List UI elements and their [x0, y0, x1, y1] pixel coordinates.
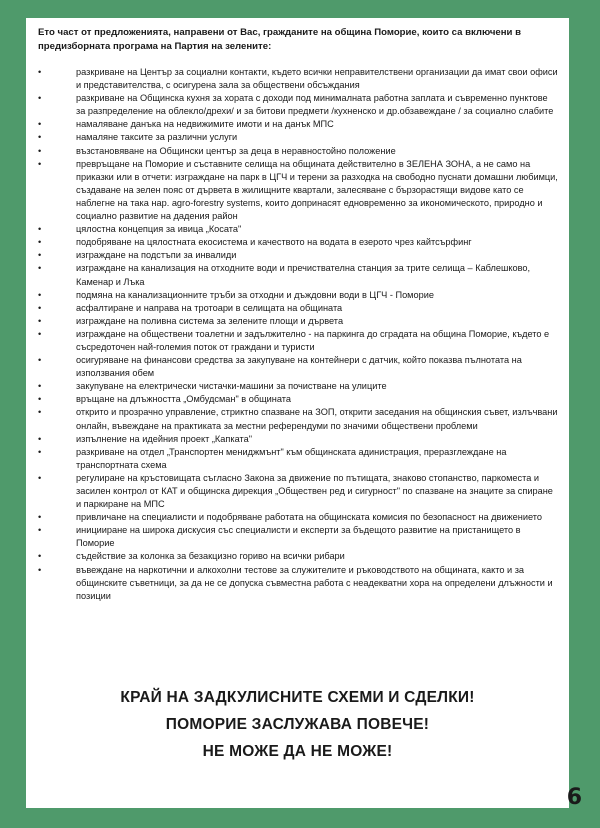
list-item: [38, 446, 559, 472]
bullet-icon: •: [38, 355, 42, 366]
bullet-icon: •: [38, 289, 42, 300]
list-item-text: асфалтиране и направа на тротоари в селищата на общината: [76, 302, 343, 313]
bullet-icon: •: [38, 158, 42, 169]
list-item: [38, 131, 559, 144]
bullet-icon: •: [38, 263, 42, 274]
list-item: [38, 223, 559, 236]
slogan-block: [26, 684, 569, 765]
bullet-icon: •: [38, 394, 42, 405]
bullet-icon: •: [38, 250, 42, 261]
list-item-text: изграждане на поливна система за зелените площи и дърветa: [76, 315, 344, 326]
list-item: [38, 354, 559, 380]
list-item: [38, 380, 559, 393]
list-item: [38, 236, 559, 249]
list-item-text: подобряване на цялостната екосистема и качеството на водата в езерото чрез кайтсърфинг: [76, 237, 472, 248]
list-item-text: изграждане на подстъпи за инвалиди: [76, 250, 237, 261]
list-item: [38, 262, 559, 288]
list-item-text: намаляване данъка на недвижимите имоти и на данък МПС: [76, 119, 334, 130]
list-item-text: цялостна концепция за ивица „Косата": [76, 224, 242, 235]
list-item-text: привличане на специалисти и подобряване работата на общинската комисия по безопасност на движението: [76, 512, 543, 523]
list-item: [38, 406, 559, 432]
list-item-text: изпълнение на идейния проект „Капката": [76, 433, 252, 444]
list-item-text: въвеждане на наркотични и алкохолни тестове за служителите и ръководството на общината, както и за общинските съветници, за да не се допуска съвместна работа с неадекватни хора на определени длъжности и позиции: [76, 564, 553, 601]
list-item-text: разкриване на отдел „Транспортен мениджмънт" към общинската адинистрация, преразглеждане на транспортната схема: [76, 446, 507, 470]
list-item: [38, 550, 559, 563]
bullet-icon: •: [38, 564, 42, 575]
list-item-text: регулиране на кръстовищата съгласно Закона за движение по пътищата, знаково стопанство, паркоместа и засилен контрол от КАТ и общинска дирекция „Обществен ред и сигурност" по спазване на знаците за спиране и паркиране на МПС: [76, 472, 553, 510]
list-item-text: намаляне таксите за различни услуги: [76, 132, 238, 143]
list-item: [38, 92, 559, 118]
bullet-icon: •: [38, 119, 42, 130]
list-item: [38, 249, 559, 262]
list-item-text: осигуряване на финансови средства за закупуване на контейнери с датчик, който показва пълнотата на използвания обем: [76, 355, 522, 379]
bullet-icon: •: [38, 302, 42, 313]
list-item: [38, 511, 559, 524]
list-item: [38, 289, 559, 302]
list-item-text: закупуване на електрически чистачки-машини за почистване на улиците: [76, 381, 387, 392]
bullet-icon: •: [38, 132, 42, 143]
list-item: [38, 524, 559, 550]
list-item-text: изграждане на обществени тоалетни и задължително - на паркинга до сградата на община Поморие, където е съсредоточен най-големия поток от граждани и туристи: [76, 328, 550, 352]
list-item-text: подмяна на канализационните тръби за отходни и дъждовни води в ЦГЧ - Поморие: [76, 289, 434, 300]
bullet-icon: •: [38, 446, 42, 457]
bullet-icon: •: [38, 512, 42, 523]
list-item: [38, 328, 559, 354]
list-item-text: разкриване на Център за социални контакти, където всички неправителствени организации да имат свои офиси и представителства, с осигурена зала за обществени обсъждания: [76, 67, 558, 91]
list-item-text: иницииране на широка дискусия със специалисти и експерти за бъдещото развитие на пристанището в Поморие: [76, 525, 521, 549]
list-item: [38, 302, 559, 315]
list-item: [38, 145, 559, 158]
bullet-icon: •: [38, 407, 42, 418]
list-item-text: разкриване на Общинска кухня за хората с доходи под минималната работна заплата и съвременно пунктове за разпределение на облекло/дрехи/ и за битови предмети /кухненско и др.обзавеждане / за социално слабите: [76, 93, 554, 117]
bullet-icon: •: [38, 328, 42, 339]
list-item-text: съдействие за колонка за безакцизно гориво на всички рибари: [76, 551, 345, 562]
bullet-icon: •: [38, 315, 42, 326]
bullet-icon: •: [38, 237, 42, 248]
page-number: 6: [566, 785, 582, 810]
list-item-text: връщане на длъжността „Омбудсман" в общината: [76, 394, 291, 405]
proposal-list: [38, 66, 559, 603]
list-item: [38, 433, 559, 446]
list-item-text: открито и прозрачно управление, стриктно спазване на ЗОП, открити заседания на общинския съвет, излъчвани онлайн, въвеждане на практиката за местни референдуми по значими обществени проблеми: [76, 407, 558, 431]
slogan-line-2: ПОМОРИЕ ЗАСЛУЖАВА ПОВЕЧЕ!: [165, 716, 430, 733]
bullet-icon: •: [38, 551, 42, 562]
list-item: [38, 118, 559, 131]
list-item: [38, 315, 559, 328]
list-item-text: възстановяване на Общински център за деца в неравностойно положение: [76, 145, 396, 156]
bullet-icon: •: [38, 433, 42, 444]
list-item: [38, 393, 559, 406]
slogan-line-1: КРАЙ НА ЗАДКУЛИСНИТЕ СХЕМИ И СДЕЛКИ!: [120, 689, 475, 706]
list-item: [38, 564, 559, 603]
bullet-icon: •: [38, 472, 42, 483]
bullet-icon: •: [38, 224, 42, 235]
list-item-text: изграждане на канализация на отходните води и пречиствателна станция за трите селища – Каблешково, Каменар и Лъка: [76, 263, 531, 287]
bullet-icon: •: [38, 67, 42, 77]
list-item: [38, 66, 559, 92]
bullet-icon: •: [38, 93, 42, 104]
bullet-icon: •: [38, 145, 42, 156]
list-item: [38, 472, 559, 511]
bullet-icon: •: [38, 525, 42, 536]
list-item-text: превръщане на Поморие и съставните селища на общината действително в ЗЕЛЕНА ЗОНА, а не само на приказки или в отчети: изграждане на парк в ЦГЧ и терени за разходка на свободно пуснати домашни любимци, създаване на зелен пояс от дървета в жилищните квартали, залесяване с бързорастящи видове като се наблегне на така нар. agro-forestry systems, които допринасят едновременно за икономическото, природно и социално развитие на дадения район: [76, 158, 558, 222]
intro-paragraph: Ето част от предложенията, направени от Вас, гражданите на община Поморие, които са включени в предизборната програма на Партия на зелените:: [38, 27, 521, 52]
bullet-icon: •: [38, 381, 42, 392]
document-page: [26, 18, 569, 808]
list-item: [38, 158, 559, 223]
slogan-line-3: НЕ МОЖЕ ДА НЕ МОЖЕ!: [202, 743, 393, 760]
